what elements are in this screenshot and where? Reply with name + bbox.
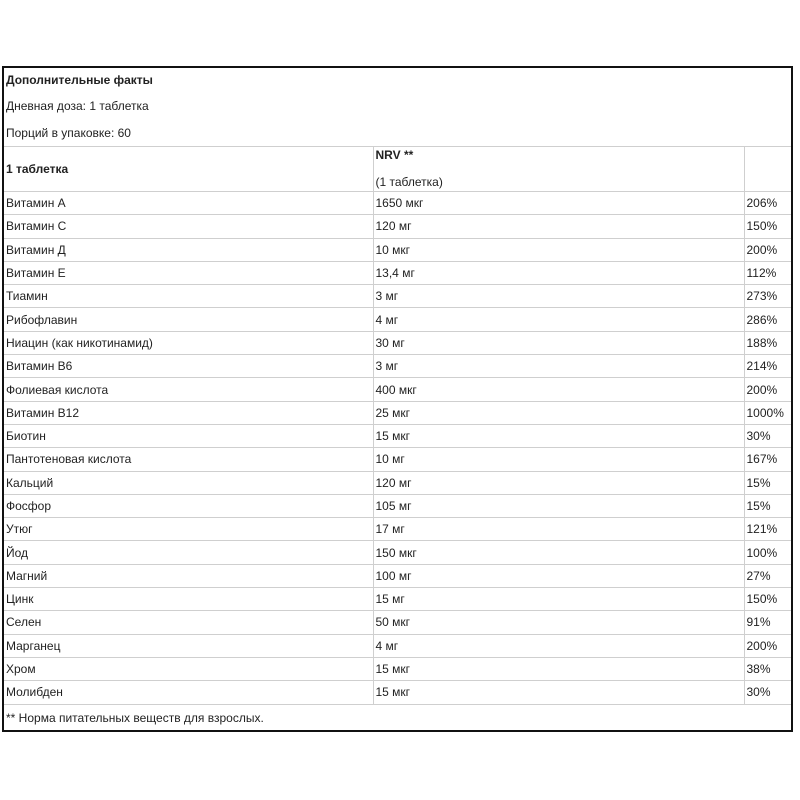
- nutrient-amount: 3 мг: [373, 355, 744, 378]
- nutrient-amount: 15 мкг: [373, 657, 744, 680]
- percent-header: [744, 147, 791, 192]
- nutrient-amount: 105 мг: [373, 494, 744, 517]
- table-row: [4, 518, 791, 541]
- nutrient-amount: 3 мг: [373, 285, 744, 308]
- nutrient-amount: 120 мг: [373, 471, 744, 494]
- nrv-header-sub: (1 таблетка): [375, 174, 443, 189]
- servings-per-container: Порций в упаковке: 60: [6, 126, 131, 140]
- nutrient-name: Фосфор: [4, 494, 373, 517]
- nutrient-table: [4, 146, 791, 732]
- nutrient-amount: 30 мг: [373, 331, 744, 354]
- nutrient-percent: 1000%: [744, 401, 791, 424]
- table-row: [4, 285, 791, 308]
- nutrient-percent: 286%: [744, 308, 791, 331]
- table-row: [4, 657, 791, 680]
- footnote-row: [4, 704, 791, 732]
- nutrient-amount: 17 мг: [373, 518, 744, 541]
- nutrient-name: Тиамин: [4, 285, 373, 308]
- nutrient-amount: 4 мг: [373, 634, 744, 657]
- nutrient-percent: 273%: [744, 285, 791, 308]
- nutrient-name: Марганец: [4, 634, 373, 657]
- nutrient-name: Витамин E: [4, 261, 373, 284]
- nutrient-amount: 4 мг: [373, 308, 744, 331]
- nutrient-percent: 206%: [744, 192, 791, 215]
- table-row: [4, 471, 791, 494]
- nutrient-name: Хром: [4, 657, 373, 680]
- table-row: [4, 448, 791, 471]
- footnote: ** Норма питательных веществ для взрослых.: [4, 704, 791, 732]
- nutrient-name: Витамин B12: [4, 401, 373, 424]
- nutrient-amount: 25 мкг: [373, 401, 744, 424]
- nutrient-name: Утюг: [4, 518, 373, 541]
- nutrient-percent: 167%: [744, 448, 791, 471]
- nutrient-amount: 10 мг: [373, 448, 744, 471]
- nutrient-percent: 30%: [744, 681, 791, 704]
- table-row: [4, 378, 791, 401]
- nutrient-name: Рибофлавин: [4, 308, 373, 331]
- supplement-facts-panel: [2, 66, 793, 732]
- nutrient-percent: 200%: [744, 378, 791, 401]
- nutrient-percent: 150%: [744, 588, 791, 611]
- nutrient-name: Витамин A: [4, 192, 373, 215]
- nutrient-percent: 38%: [744, 657, 791, 680]
- nutrient-percent: 112%: [744, 261, 791, 284]
- nutrient-amount: 150 мкг: [373, 541, 744, 564]
- nutrient-name: Селен: [4, 611, 373, 634]
- nutrient-percent: 30%: [744, 424, 791, 447]
- nutrient-percent: 100%: [744, 541, 791, 564]
- table-row: [4, 424, 791, 447]
- nutrient-name: Пантотеновая кислота: [4, 448, 373, 471]
- nutrient-percent: 91%: [744, 611, 791, 634]
- table-row: [4, 541, 791, 564]
- nutrient-amount: 15 мкг: [373, 424, 744, 447]
- nutrient-name: Фолиевая кислота: [4, 378, 373, 401]
- nutrient-percent: 200%: [744, 238, 791, 261]
- nutrient-percent: 27%: [744, 564, 791, 587]
- nutrient-percent: 15%: [744, 471, 791, 494]
- table-row: [4, 634, 791, 657]
- nutrient-name: Биотин: [4, 424, 373, 447]
- nutrient-percent: 150%: [744, 215, 791, 238]
- panel-title: Дополнительные факты: [6, 73, 153, 87]
- nutrient-amount: 400 мкг: [373, 378, 744, 401]
- table-row: [4, 355, 791, 378]
- nutrient-percent: 121%: [744, 518, 791, 541]
- table-row: [4, 588, 791, 611]
- nutrient-name: Витамин C: [4, 215, 373, 238]
- serving-size-header: 1 таблетка: [4, 147, 373, 192]
- nutrient-amount: 50 мкг: [373, 611, 744, 634]
- nutrient-name: Витамин Д: [4, 238, 373, 261]
- nutrient-percent: 214%: [744, 355, 791, 378]
- nutrient-percent: 200%: [744, 634, 791, 657]
- table-row: [4, 611, 791, 634]
- nutrient-name: Магний: [4, 564, 373, 587]
- table-row: [4, 494, 791, 517]
- table-header-row: [4, 147, 791, 192]
- nutrient-amount: 10 мкг: [373, 238, 744, 261]
- table-row: [4, 215, 791, 238]
- table-row: [4, 192, 791, 215]
- table-row: [4, 308, 791, 331]
- nutrient-amount: 13,4 мг: [373, 261, 744, 284]
- nutrient-amount: 100 мг: [373, 564, 744, 587]
- nutrient-amount: 120 мг: [373, 215, 744, 238]
- nutrient-name: Молибден: [4, 681, 373, 704]
- table-row: [4, 681, 791, 704]
- nutrient-percent: 188%: [744, 331, 791, 354]
- nutrient-name: Йод: [4, 541, 373, 564]
- nutrient-name: Витамин B6: [4, 355, 373, 378]
- nrv-header-label: NRV **: [375, 147, 414, 162]
- table-row: [4, 261, 791, 284]
- nutrient-percent: 15%: [744, 494, 791, 517]
- table-row: [4, 564, 791, 587]
- nutrient-name: Цинк: [4, 588, 373, 611]
- daily-dose: Дневная доза: 1 таблетка: [6, 99, 149, 113]
- nutrient-name: Кальций: [4, 471, 373, 494]
- nrv-header: [373, 147, 744, 192]
- nutrient-amount: 15 мкг: [373, 681, 744, 704]
- table-row: [4, 331, 791, 354]
- nutrient-amount: 15 мг: [373, 588, 744, 611]
- table-row: [4, 401, 791, 424]
- table-row: [4, 238, 791, 261]
- nutrient-name: Ниацин (как никотинамид): [4, 331, 373, 354]
- nutrient-amount: 1650 мкг: [373, 192, 744, 215]
